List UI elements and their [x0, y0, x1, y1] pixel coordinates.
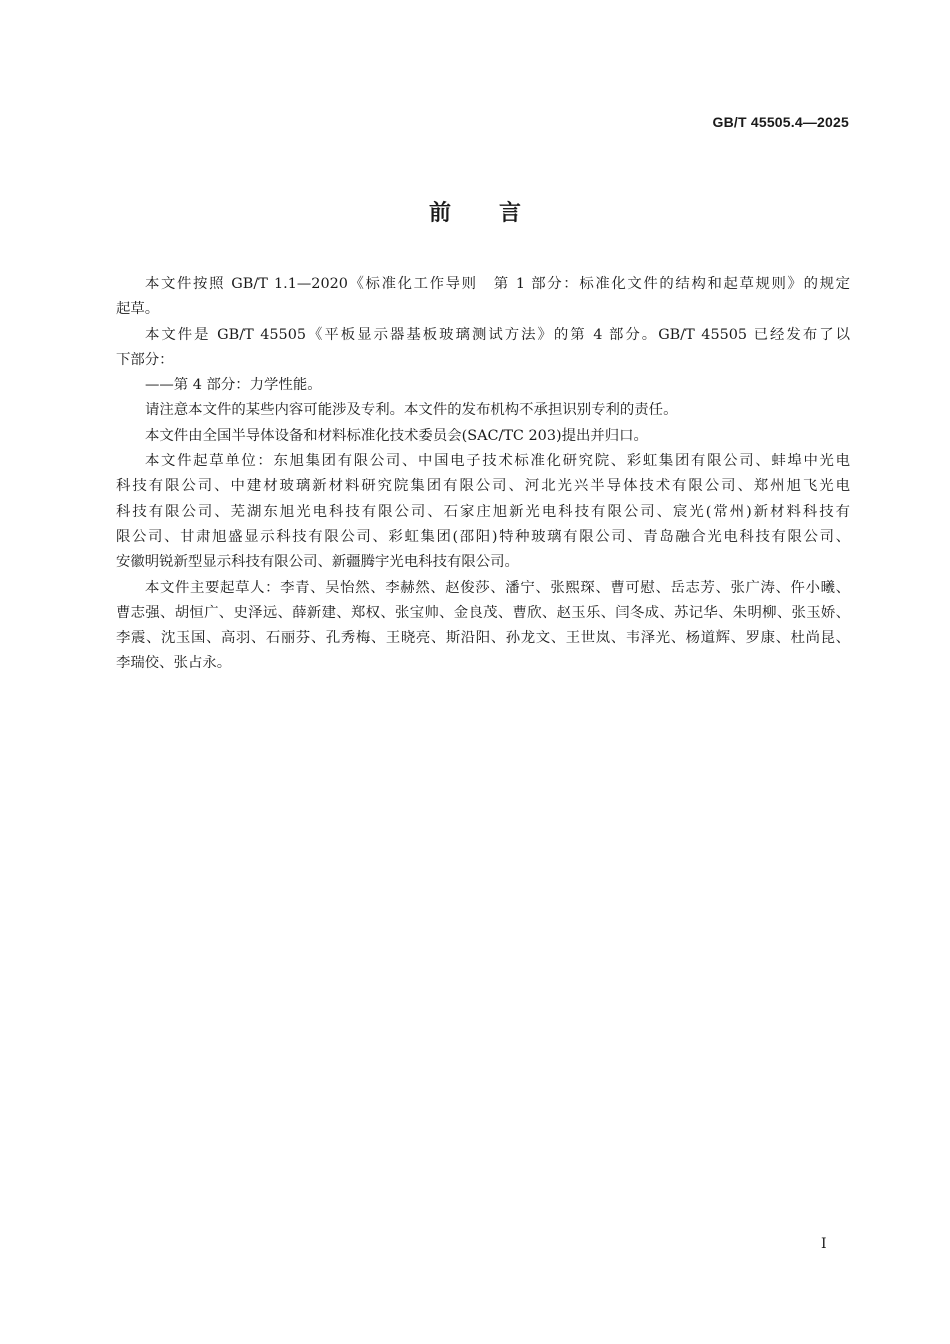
paragraph	[116, 373, 850, 398]
text-line: 本文件由全国半导体设备和材料标准化技术委员会(SAC/TC 203)提出并归口。	[145, 427, 648, 444]
text-line: 李瑞佼、张占永。	[116, 655, 232, 672]
standard-number: GB/T 45505.4—2025	[712, 114, 849, 130]
text-line: 曹志强、胡恒广、史泽远、薛新建、郑权、张宝帅、金良茂、曹欣、赵玉乐、闫冬成、苏记华、朱明柳、张玉娇、	[116, 604, 850, 621]
text-line: 安徽明锐新型显示科技有限公司、新疆腾宇光电科技有限公司。	[116, 554, 519, 571]
document-body	[116, 272, 850, 677]
text-line: 本文件是 GB/T 45505《平板显示器基板玻璃测试方法》的第 4 部分。GB/T 45505 已经发布了以	[145, 326, 850, 343]
paragraph	[116, 398, 850, 423]
text-line: 起草。	[116, 301, 160, 318]
page-number: I	[821, 1236, 827, 1252]
page-title	[0, 196, 950, 227]
text-line: 科技有限公司、中建材玻璃新材料研究院集团有限公司、河北光兴半导体技术有限公司、郑州旭飞光电	[116, 478, 850, 495]
paragraph	[116, 576, 850, 677]
title-char: 言	[499, 201, 522, 226]
text-line: 请注意本文件的某些内容可能涉及专利。本文件的发布机构不承担识别专利的责任。	[145, 402, 678, 419]
text-line: 本文件起草单位：东旭集团有限公司、中国电子技术标准化研究院、彩虹集团有限公司、蚌埠中光电	[145, 453, 850, 470]
text-line: 李震、沈玉国、高羽、石丽芬、孔秀梅、王晓亮、斯沿阳、孙龙文、王世岚、韦泽光、杨道辉、罗康、杜尚昆、	[116, 630, 850, 647]
text-line: ——第 4 部分：力学性能。	[145, 377, 322, 394]
text-line: 限公司、甘肃旭盛显示科技有限公司、彩虹集团(邵阳)特种玻璃有限公司、青岛融合光电科技有限公司、	[116, 528, 850, 545]
text-line: 下部分：	[116, 351, 174, 368]
text-line: 科技有限公司、芜湖东旭光电科技有限公司、石家庄旭新光电科技有限公司、宸光(常州)新材料科技有	[116, 503, 850, 520]
title-char: 前	[428, 201, 451, 226]
text-line: 本文件主要起草人：李青、吴怡然、李赫然、赵俊莎、潘宁、张熙琛、曹可慰、岳志芳、张广涛、仵小曦、	[145, 579, 850, 596]
paragraph	[116, 424, 850, 449]
paragraph	[116, 449, 850, 575]
paragraph	[116, 272, 850, 323]
text-line: 本文件按照 GB/T 1.1—2020《标准化工作导则 第 1 部分：标准化文件的结构和起草规则》的规定	[145, 276, 850, 292]
paragraph	[116, 323, 850, 374]
